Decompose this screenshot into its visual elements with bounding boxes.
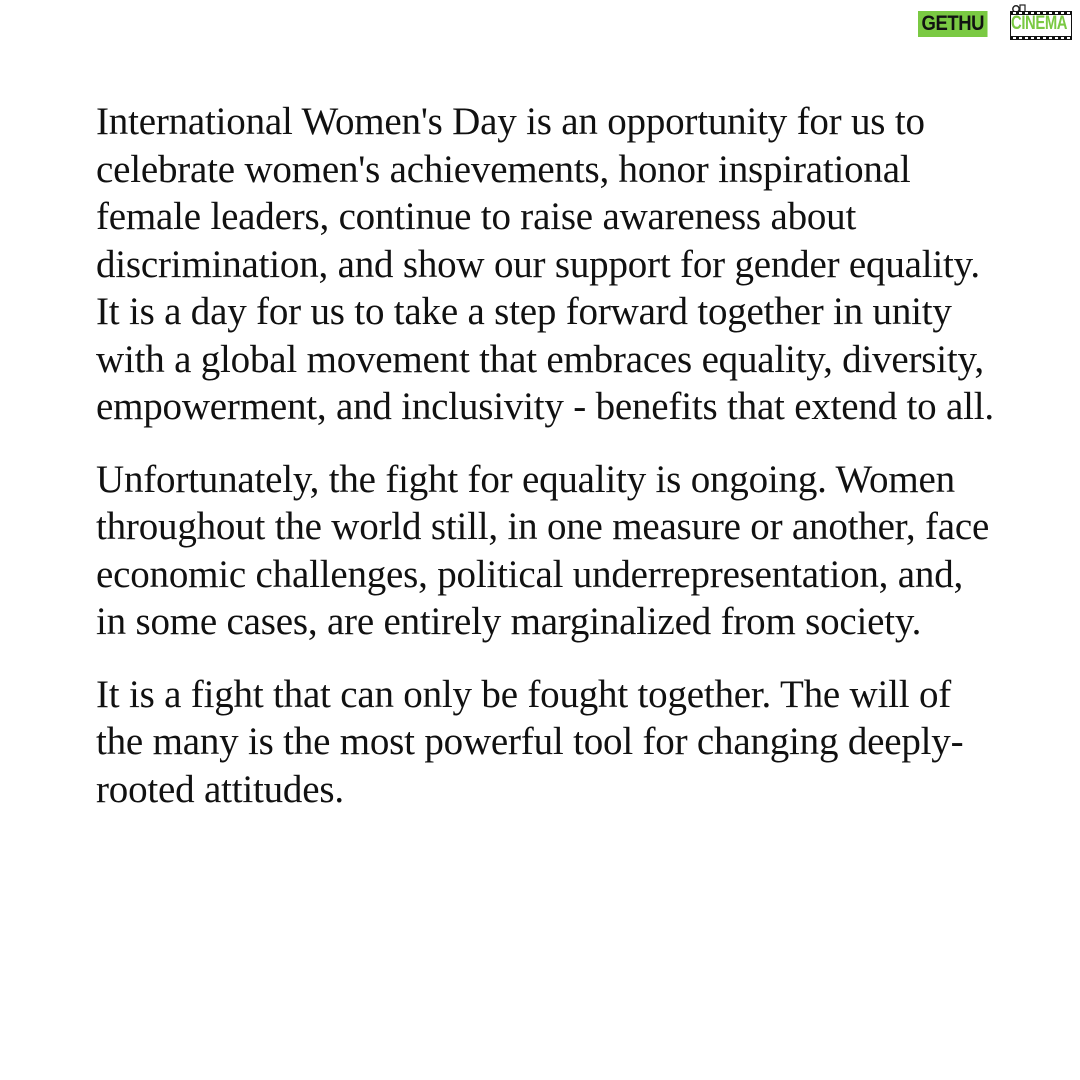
article-body (96, 98, 996, 838)
paragraph-3: It is a fight that can only be fought together. The will of the many is the most powerful tool for changing deeply-rooted attitudes. (96, 672, 964, 811)
logo-cinema-text: CINEMA (1011, 13, 1068, 34)
logo-gethu-text: GETHU (918, 11, 988, 37)
paragraph-2: Unfortunately, the fight for equality is ongoing. Women throughout the world still, in one measure or another, face economic challenges, political underrepresentation, and, in some cases, are entirely marginalized from society. (96, 457, 990, 643)
paragraph-1: International Women's Day is an opportunity for us to celebrate women's achievements, honor inspirational female leaders, continue to raise awareness about discrimination, and show our support for gender equality. It is a day for us to take a step forward together in unity with a global movement that embraces equality, diversity, empowerment, and inclusivity - benefits that extend to all. (96, 100, 994, 428)
gethu-cinema-logo (916, 3, 1076, 45)
